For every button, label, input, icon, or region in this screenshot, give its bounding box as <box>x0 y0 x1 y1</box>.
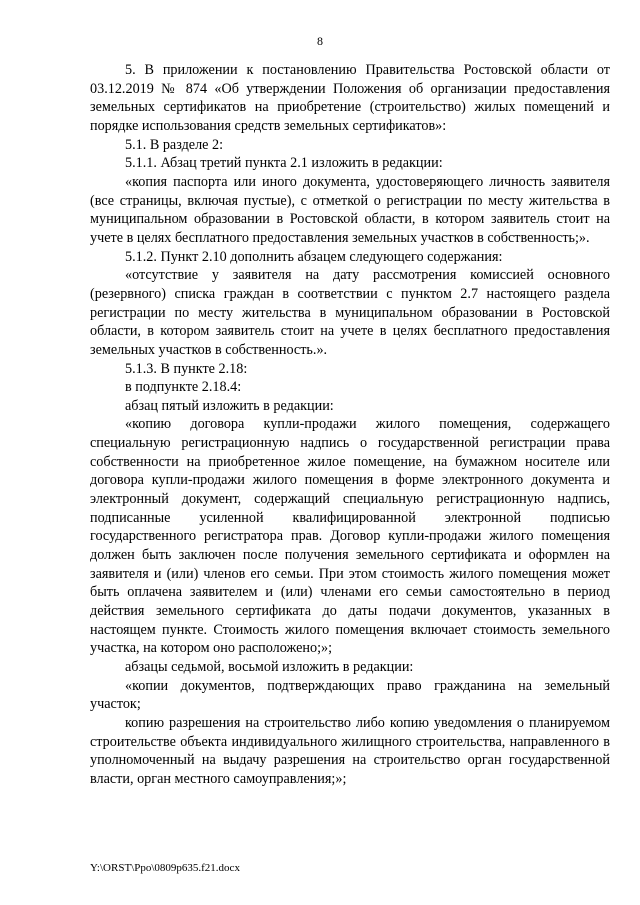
abzac-five-heading: абзац пятый изложить в редакции: <box>125 397 334 414</box>
paragraph-5: 5. В приложении к постановлению Правительства Ростовской области от 03.12.2019 № 874 «Об утверждении Положения об организации предоставления земельных сертификатов на приобретение (строительство) жилых помещений и порядке использования средств земельных сертификатов»: <box>90 62 610 134</box>
paragraph-5-1: 5.1. В разделе 2: <box>125 136 224 153</box>
quote-sale-contract: «копию договора купли-продажи жилого помещения, содержащего специальную регистрационную надпись о государственной регистрации права собственности на приобретенное жилое помещение, на бумажном носителе или договора купли-продажи жилого помещения в форме электронного документа и электронный документ, содержащий специальную регистрационную надпись, подписанные усиленной квалифицированной электронной подписью государственного регистратора прав. Договор купли-продажи жилого помещения должен быть заключен после получения земельного сертификата и оформлен на заявителя и (или) членов его семьи. При этом стоимость жилого помещения может быть оплачена заявителем и (или) членами его семьи самостоятельно в период действия земельного сертификата до даты подачи документов, указанных в настоящем пункте. Стоимость жилого помещения включает стоимость земельного участка, на котором оно расположено;»; <box>90 416 610 657</box>
subparagraph-2-18-4: в подпункте 2.18.4: <box>125 379 242 396</box>
document-body <box>90 61 610 789</box>
page-number: 8 <box>317 34 323 48</box>
quote-construction-permit: копию разрешения на строительство либо копию уведомления о планируемом строительстве объекта индивидуального жилищного строительства, направленного в уполномоченный на выдачу разрешения на строительство орган государственной власти, орган местного самоуправления;»; <box>90 714 610 787</box>
quote-land-documents: «копии документов, подтверждающих право гражданина на земельный участок; <box>90 677 610 713</box>
footer-file-path: Y:\ORST\Ppo\0809p635.f21.docx <box>90 862 240 874</box>
quote-absence-registration: «отсутствие у заявителя на дату рассмотрения комиссией основного (резервного) списка граждан в соответствии с пунктом 2.7 настоящего раздела регистрации по месту жительства в муниципальном образовании в Ростовской области, в котором заявитель стоит на учете в целях бесплатного предоставления земельных участков в собственность.». <box>90 267 610 358</box>
paragraph-5-1-1: 5.1.1. Абзац третий пункта 2.1 изложить в редакции: <box>125 155 443 172</box>
abzac-seven-eight-heading: абзацы седьмой, восьмой изложить в редакции: <box>125 659 414 675</box>
paragraph-5-1-3: 5.1.3. В пункте 2.18: <box>125 360 248 377</box>
paragraph-5-1-2: 5.1.2. Пункт 2.10 дополнить абзацем следующего содержания: <box>125 248 503 265</box>
quote-passport: «копия паспорта или иного документа, удостоверяющего личность заявителя (все страницы, включая пустые), с отметкой о регистрации по месту жительства в муниципальном образовании в Ростовской области, в котором заявитель стоит на учете в целях бесплатного предоставления земельных участков в собственность;». <box>90 173 610 246</box>
